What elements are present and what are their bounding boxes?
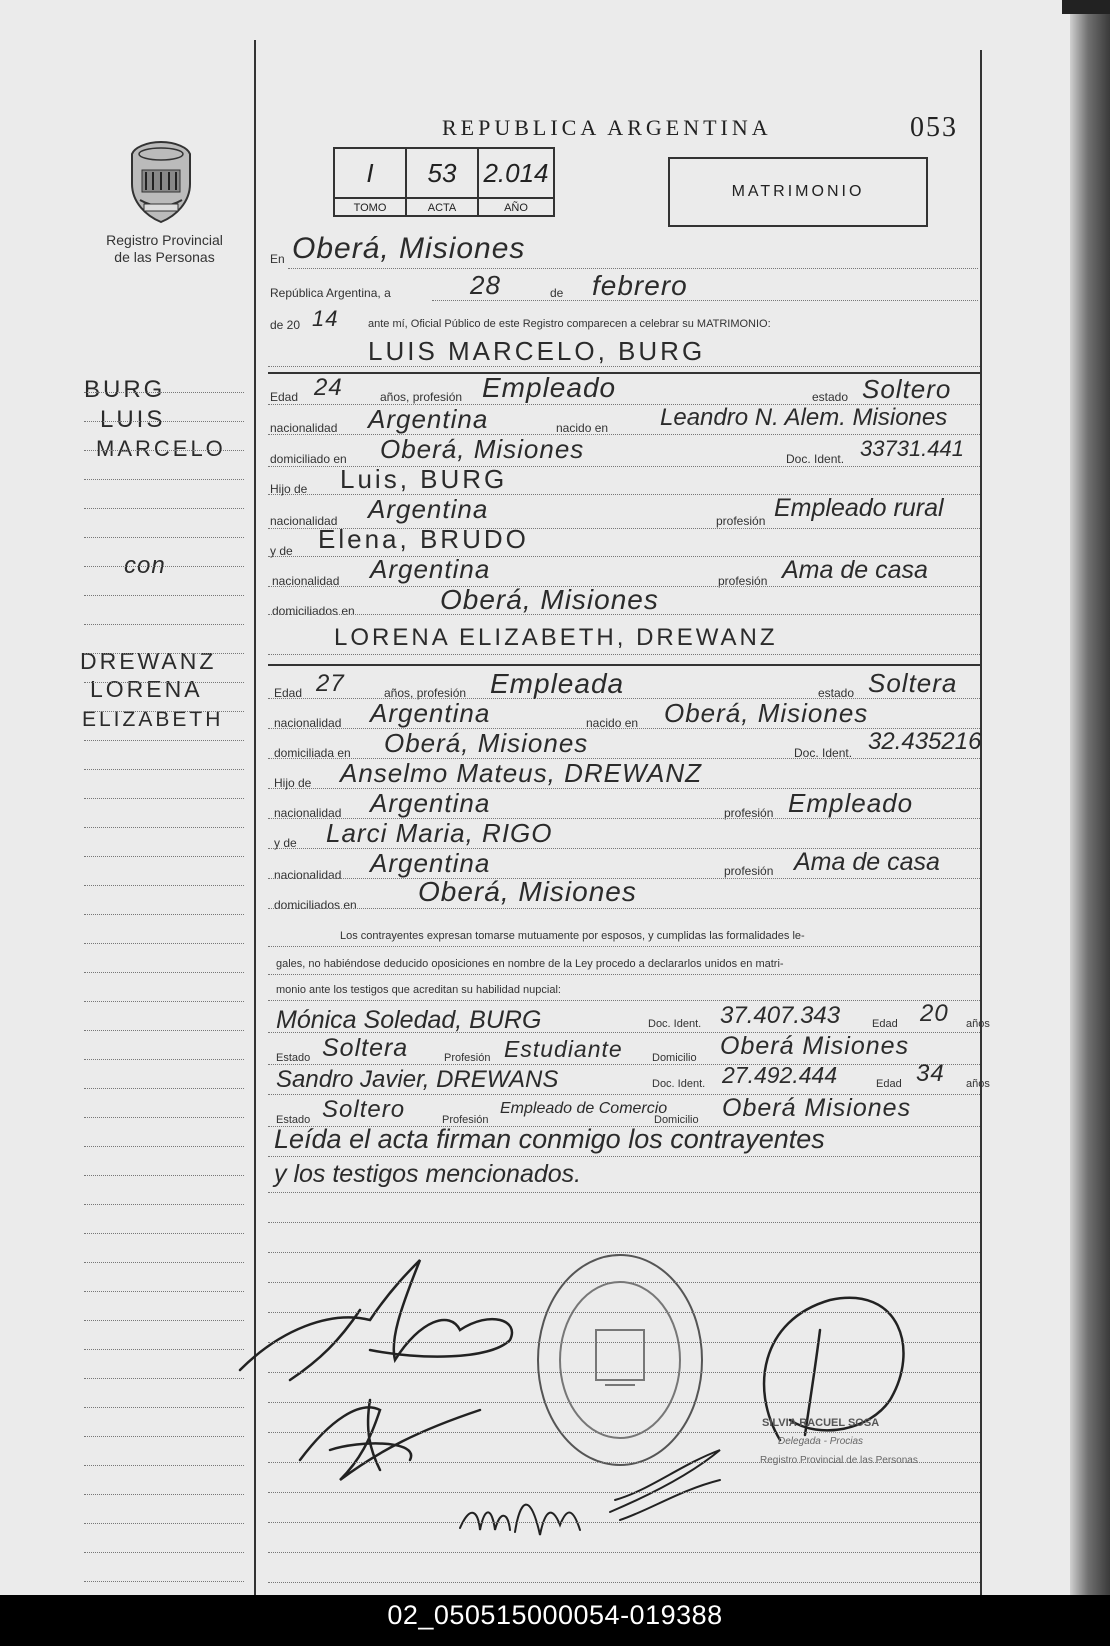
margin-rule-line xyxy=(84,1320,244,1321)
margin-bride-first: LORENA xyxy=(90,676,203,702)
stamp-registry-name: Registro Provincial de las Personas xyxy=(760,1455,918,1466)
margin-rule-line xyxy=(84,508,244,509)
groom-father-profession: Empleado rural xyxy=(774,494,944,522)
margin-groom-surname: BURG xyxy=(84,376,166,403)
bride-mother-profession: Ama de casa xyxy=(794,848,940,876)
closing-line-1: Leída el acta firman conmigo los contrayentes xyxy=(274,1124,825,1154)
bride-mother-prof-label: profesión xyxy=(724,864,774,878)
margin-rule-line xyxy=(84,1059,244,1060)
tomo-value: I xyxy=(335,149,407,197)
margin-rule-line xyxy=(84,1088,244,1089)
witness1-doc: 37.407.343 xyxy=(720,1002,841,1029)
witness1-dom-label: Domicilio xyxy=(652,1052,697,1064)
margin-rule-line xyxy=(84,1146,244,1147)
body-rule-line xyxy=(268,1492,980,1493)
bride-full-name: LORENA ELIZABETH, DREWANZ xyxy=(334,624,778,651)
witness2-prof-label: Profesión xyxy=(442,1114,489,1126)
bride-age: 27 xyxy=(316,670,345,697)
witness1-profession: Estudiante xyxy=(504,1036,623,1062)
groom-father-prof-label: profesión xyxy=(716,514,766,528)
groom-mother-nationality: Argentina xyxy=(370,554,491,584)
margin-rule-line xyxy=(84,566,244,567)
registry-name xyxy=(92,232,237,266)
groom-parents-dom-label: domiciliados en xyxy=(272,604,355,618)
witness2-anos-label: años xyxy=(966,1078,990,1090)
groom-mother: Elena, BRUDO xyxy=(318,524,529,554)
bride-mother-nac-label: nacionalidad xyxy=(274,868,342,882)
margin-rule-line xyxy=(84,943,244,944)
bride-signature xyxy=(300,1400,480,1480)
rule xyxy=(268,908,980,909)
acta-box xyxy=(333,147,555,217)
groom-mother-prof-label: profesión xyxy=(718,574,768,588)
provincial-seal-icon xyxy=(126,140,196,224)
page-number: 053 xyxy=(910,112,958,143)
bride-profession: Empleada xyxy=(490,668,625,699)
margin-rule-line xyxy=(84,682,244,683)
margin-rule-line xyxy=(84,769,244,770)
body-rule-line xyxy=(268,1222,980,1223)
groom-mother-nac-label: nacionalidad xyxy=(272,574,340,588)
groom-parents-domicile: Oberá, Misiones xyxy=(440,584,659,615)
groom-status: Soltero xyxy=(862,374,952,404)
margin-rule-line xyxy=(84,1117,244,1118)
groom-dom-label: domiciliado en xyxy=(270,452,347,466)
bride-domicile: Oberá, Misiones xyxy=(384,728,589,758)
bride-doc: 32.435216 xyxy=(868,728,982,755)
document-id-footer: 02_050515000054-019388 xyxy=(387,1600,723,1630)
acta-label: ACTA xyxy=(407,197,479,217)
official-stamp-seal xyxy=(538,1255,702,1465)
rule xyxy=(268,1000,980,1001)
margin-rule-line xyxy=(84,1204,244,1205)
witness2-domicile: Oberá Misiones xyxy=(722,1094,912,1122)
witness1-doc-label: Doc. Ident. xyxy=(648,1018,702,1030)
body-rule-line xyxy=(268,1402,980,1403)
witness2-edad-label: Edad xyxy=(876,1078,902,1090)
anio-label: AÑO xyxy=(479,197,553,217)
legal-line-2: gales, no habiéndose deducido oposiciones en nombre de la Ley procedo a declararlos unidos en matri- xyxy=(276,958,784,970)
body-rule-line xyxy=(268,1462,980,1463)
groom-age: 24 xyxy=(314,374,343,401)
body-rule-line xyxy=(268,1372,980,1373)
margin-rule-line xyxy=(84,450,244,451)
margin-rule-line xyxy=(84,392,244,393)
witness2-estado-label: Estado xyxy=(276,1114,311,1126)
rule xyxy=(268,366,980,367)
groom-anos-label: años, profesión xyxy=(380,390,463,404)
margin-rule-line xyxy=(84,537,244,538)
witness1-estado-label: Estado xyxy=(276,1052,311,1064)
bride-nacido-label: nacido en xyxy=(586,716,639,730)
margin-rule-line xyxy=(84,1291,244,1292)
witness2-dom-label: Domicilio xyxy=(654,1114,699,1126)
margin-rule-line xyxy=(84,1175,244,1176)
bride-father-nac-label: nacionalidad xyxy=(274,806,342,820)
body-rule-line xyxy=(268,1192,980,1193)
witness1-prof-label: Profesión xyxy=(444,1052,491,1064)
body-rule-line xyxy=(268,1252,980,1253)
groom-nac-label: nacionalidad xyxy=(270,421,338,435)
groom-estado-label: estado xyxy=(812,390,849,404)
margin-groom-second: MARCELO xyxy=(96,436,226,461)
registry-name-line2: de las Personas xyxy=(114,249,215,265)
bride-doc-label: Doc. Ident. xyxy=(794,746,853,760)
acta-value: 53 xyxy=(407,149,479,197)
margin-rule-line xyxy=(84,914,244,915)
groom-signature xyxy=(240,1260,512,1380)
rule xyxy=(268,614,980,615)
groom-father: Luis, BURG xyxy=(340,464,508,494)
country-title: REPUBLICA ARGENTINA xyxy=(442,115,772,140)
margin-rule-line xyxy=(84,653,244,654)
stamp-official-name: SILVIA RACUEL SOSA xyxy=(762,1417,880,1429)
bride-nac-label: nacionalidad xyxy=(274,716,342,730)
rule xyxy=(432,300,978,301)
groom-doc: 33731.441 xyxy=(860,436,964,461)
margin-rule-line xyxy=(84,1465,244,1466)
bride-father-prof-label: profesión xyxy=(724,806,774,820)
bride-father-nationality: Argentina xyxy=(370,788,491,818)
bride-hijo-label: Hijo de xyxy=(274,776,312,790)
margin-rule-line xyxy=(84,856,244,857)
witness1-age: 20 xyxy=(920,1000,949,1027)
bride-edad-label: Edad xyxy=(274,686,303,700)
body-rule-line xyxy=(268,1522,980,1523)
margin-rule-line xyxy=(84,1436,244,1437)
tomo-label: TOMO xyxy=(335,197,407,217)
groom-edad-label: Edad xyxy=(270,390,299,404)
rule xyxy=(268,654,980,655)
groom-hijo-label: Hijo de xyxy=(270,482,308,496)
margin-rule-line xyxy=(84,1262,244,1263)
groom-nationality: Argentina xyxy=(368,404,489,434)
year-suffix: 14 xyxy=(312,306,339,331)
bride-mother-nationality: Argentina xyxy=(370,848,491,878)
margin-rule-line xyxy=(84,1581,244,1582)
bride-father-profession: Empleado xyxy=(788,788,914,818)
margin-rule-line xyxy=(84,798,244,799)
groom-yde-label: y de xyxy=(270,544,293,558)
right-rule xyxy=(980,50,982,1595)
margin-rule-line xyxy=(84,624,244,625)
book-spine xyxy=(1070,0,1110,1595)
rule xyxy=(268,1064,980,1065)
rule xyxy=(268,946,980,947)
place-value: Oberá, Misiones xyxy=(292,232,526,265)
de-label: de xyxy=(550,286,564,300)
bride-parents-dom-label: domiciliados en xyxy=(274,898,357,912)
bride-nationality: Argentina xyxy=(370,698,491,728)
body-rule-line xyxy=(268,1432,980,1433)
witness1-name: Mónica Soledad, BURG xyxy=(276,1006,542,1034)
bride-parents-domicile: Oberá, Misiones xyxy=(418,876,637,907)
bride-status: Soltera xyxy=(868,668,958,698)
rule xyxy=(268,434,980,435)
body-rule-line xyxy=(268,1552,980,1553)
bride-anos-label: años, profesión xyxy=(384,686,467,700)
groom-full-name: LUIS MARCELO, BURG xyxy=(368,336,706,366)
groom-birthplace: Leandro N. Alem. Misiones xyxy=(660,404,948,431)
margin-bride-surname: DREWANZ xyxy=(80,648,217,674)
record-type-box: MATRIMONIO xyxy=(668,157,928,227)
body-rule-line xyxy=(268,1312,980,1313)
margin-rule-line xyxy=(84,1001,244,1002)
witness2-age: 34 xyxy=(916,1060,945,1087)
bride-yde-label: y de xyxy=(274,836,297,850)
bride-birthplace: Oberá, Misiones xyxy=(664,698,869,728)
witness1-status: Soltera xyxy=(322,1034,409,1062)
margin-rule-line xyxy=(84,1494,244,1495)
margin-rule-line xyxy=(84,479,244,480)
margin-rule-line xyxy=(84,595,244,596)
rule xyxy=(288,268,978,269)
margin-rule-line xyxy=(84,1349,244,1350)
legal-line-3: monio ante los testigos que acreditan su habilidad nupcial: xyxy=(276,984,561,996)
margin-rule-line xyxy=(84,1523,244,1524)
margin-rule-line xyxy=(84,1233,244,1234)
margin-rule-line xyxy=(84,1030,244,1031)
groom-father-nac-label: nacionalidad xyxy=(270,514,338,528)
legal-line-1: Los contrayentes expresan tomarse mutuamente por esposos, y cumplidas las formalidades le- xyxy=(340,930,805,942)
groom-domicile: Oberá, Misiones xyxy=(380,434,585,464)
witness2-status: Soltero xyxy=(322,1096,406,1123)
witness2-doc: 27.492.444 xyxy=(722,1062,838,1088)
witness1-anos-label: años xyxy=(966,1018,990,1030)
month-value: febrero xyxy=(592,270,688,301)
witness1-edad-label: Edad xyxy=(872,1018,898,1030)
margin-rule-line xyxy=(84,827,244,828)
margin-rule-line xyxy=(84,1378,244,1379)
bride-dom-label: domiciliada en xyxy=(274,746,351,760)
day-value: 28 xyxy=(470,270,501,300)
margin-rule-line xyxy=(84,740,244,741)
bride-father: Anselmo Mateus, DREWANZ xyxy=(340,758,703,788)
groom-father-nationality: Argentina xyxy=(368,494,489,524)
bride-estado-label: estado xyxy=(818,686,855,700)
groom-mother-profession: Ama de casa xyxy=(782,556,928,584)
republic-label: República Argentina, a xyxy=(270,286,391,300)
margin-con: con xyxy=(124,552,166,579)
margin-groom-first: LUIS xyxy=(100,406,166,433)
bride-mother: Larci Maria, RIGO xyxy=(326,818,553,848)
anio-value: 2.014 xyxy=(483,158,549,188)
margin-rule-line xyxy=(84,711,244,712)
witness2-name: Sandro Javier, DREWANS xyxy=(276,1066,559,1093)
groom-profession: Empleado xyxy=(482,372,617,403)
year-prefix: de 20 xyxy=(270,318,301,332)
witness2-profession: Empleado de Comercio xyxy=(500,1100,668,1117)
margin-rule-line xyxy=(84,1552,244,1553)
rule xyxy=(268,974,980,975)
rule xyxy=(268,664,980,666)
groom-nacido-label: nacido en xyxy=(556,421,609,435)
registry-name-line1: Registro Provincial xyxy=(106,232,223,248)
witness2-doc-label: Doc. Ident. xyxy=(652,1078,706,1090)
margin-bride-second: ELIZABETH xyxy=(82,708,224,731)
closing-line-2: y los testigos mencionados. xyxy=(274,1160,582,1188)
witness1-domicile: Oberá Misiones xyxy=(720,1032,910,1060)
margin-rule-line xyxy=(84,972,244,973)
body-rule-line xyxy=(268,1582,980,1583)
rule xyxy=(268,1156,980,1157)
stamp-official-role: Delegada - Procias xyxy=(778,1436,864,1447)
margin-rule-line xyxy=(84,885,244,886)
margin-rule-line xyxy=(84,1407,244,1408)
groom-doc-label: Doc. Ident. xyxy=(786,452,845,466)
page-corner xyxy=(1062,0,1110,14)
body-rule-line xyxy=(268,1282,980,1283)
body-rule-line xyxy=(268,1342,980,1343)
en-label: En xyxy=(270,252,285,266)
margin-rule-line xyxy=(84,421,244,422)
intro-rest: ante mí, Oficial Público de este Registro comparecen a celebrar su MATRIMONIO: xyxy=(368,318,771,330)
